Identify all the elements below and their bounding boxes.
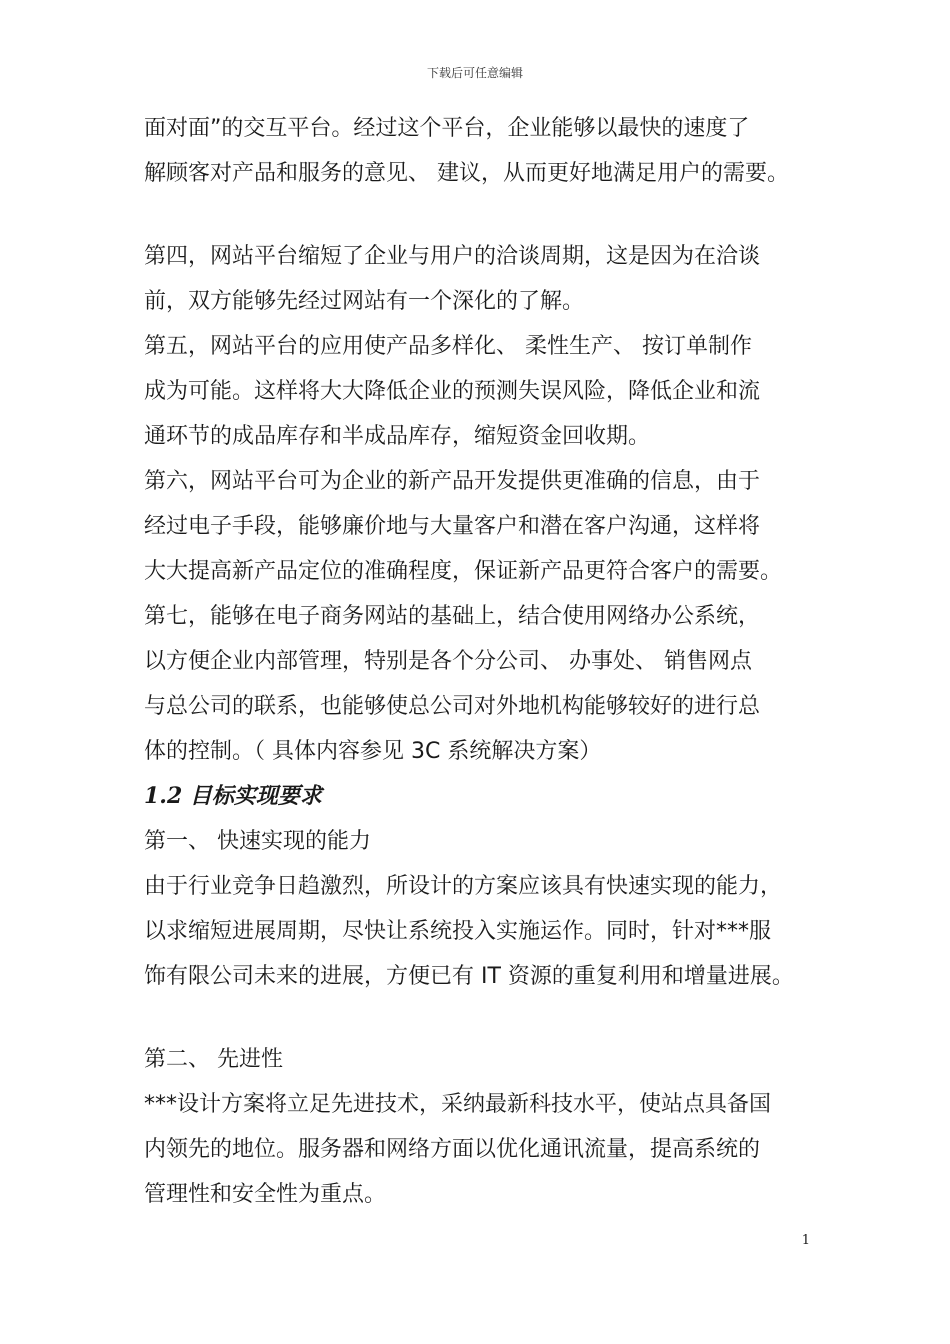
document-body bbox=[144, 106, 834, 1217]
text-line: 通环节的成品库存和半成品库存，缩短资金回收期。 bbox=[144, 424, 651, 449]
text-line: 第七，能够在电子商务网站的基础上，结合使用网络办公系统， bbox=[144, 604, 761, 629]
text-line: 经过电子手段，能够廉价地与大量客户和潜在客户沟通，这样将 bbox=[144, 514, 761, 539]
subsection-title: 第二、 先进性 bbox=[144, 1047, 283, 1072]
text-line: 成为可能。这样将大大降低企业的预测失误风险，降低企业和流 bbox=[144, 379, 761, 404]
text-line: 内领先的地位。服务器和网络方面以优化通讯流量，提高系统的 bbox=[144, 1137, 761, 1162]
page-number: 1 bbox=[801, 1233, 810, 1248]
text-line: 饰有限公司未来的进展，方便已有 IT 资源的重复利用和增量进展。 bbox=[144, 964, 794, 989]
text-line: 由于行业竞争日趋激烈，所设计的方案应该具有快速实现的能力， bbox=[144, 874, 783, 899]
text-line: 面对面”的交互平台。经过这个平台，企业能够以最快的速度了 bbox=[144, 116, 750, 141]
text-line: 第五，网站平台的应用使产品多样化、 柔性生产、 按订单制作 bbox=[144, 334, 752, 359]
text-line: 第六，网站平台可为企业的新产品开发提供更准确的信息，由于 bbox=[144, 469, 761, 494]
text-line: 解顾客对产品和服务的意见、 建议，从而更好地满足用户的需要。 bbox=[144, 161, 789, 186]
text-line: 以求缩短进展周期，尽快让系统投入实施运作。同时，针对***服 bbox=[144, 919, 772, 944]
page-header-note: 下载后可任意编辑 bbox=[426, 66, 523, 80]
text-line: 第四，网站平台缩短了企业与用户的洽谈周期，这是因为在洽谈 bbox=[144, 244, 761, 269]
section-heading: 1.2 目标实现要求 bbox=[144, 783, 322, 809]
subsection-title: 第一、 快速实现的能力 bbox=[144, 829, 371, 854]
text-line: 管理性和安全性为重点。 bbox=[144, 1182, 387, 1207]
text-line: 大大提高新产品定位的准确程度，保证新产品更符合客户的需要。 bbox=[144, 559, 783, 584]
text-line: 体的控制。（ 具体内容参见 3C 系统解决方案） bbox=[144, 739, 602, 764]
paragraph-gap bbox=[144, 196, 834, 234]
paragraph-gap bbox=[144, 999, 834, 1037]
text-line: 以方便企业内部管理，特别是各个分公司、 办事处、 销售网点 bbox=[144, 649, 752, 674]
text-line: 前，双方能够先经过网站有一个深化的了解。 bbox=[144, 289, 585, 314]
text-line: ***设计方案将立足先进技术，采纳最新科技水平，使站点具备国 bbox=[144, 1092, 772, 1117]
text-line: 与总公司的联系，也能够使总公司对外地机构能够较好的进行总 bbox=[144, 694, 761, 719]
